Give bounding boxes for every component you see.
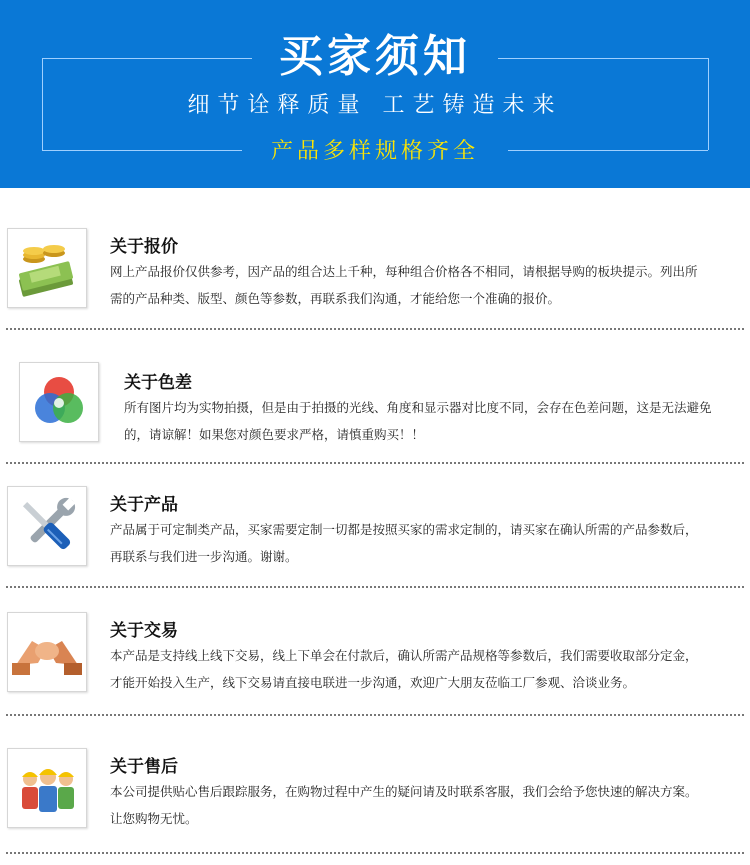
section-title: 关于售后 — [110, 757, 178, 777]
section-title: 关于产品 — [110, 495, 178, 515]
section-text-line: 让您购物无忧。 — [110, 811, 198, 826]
section-text-line: 本产品是支持线上线下交易，线上下单会在付款后，确认所需产品规格等参数后，我们需要收取部分定金， — [110, 648, 698, 663]
section-title: 关于报价 — [110, 237, 178, 257]
money-coins-icon — [7, 228, 87, 308]
section-title: 关于色差 — [124, 373, 192, 393]
section-text-line: 才能开始投入生产，线下交易请直接电联进一步沟通，欢迎广大朋友莅临工厂参观、洽谈业务。 — [110, 675, 636, 690]
wrench-screwdriver-icon — [7, 486, 87, 566]
color-circles-icon — [19, 362, 99, 442]
section-text-line: 所有图片均为实物拍摄，但是由于拍摄的光线、角度和显示器对比度不同，会存在色差问题，这是无法避免 — [124, 400, 712, 415]
section-text-line: 的，请谅解！如果您对颜色要求严格，请慎重购买！！ — [124, 427, 425, 442]
header-banner — [0, 0, 750, 188]
section-title: 关于交易 — [110, 621, 178, 641]
section-text-line: 需的产品种类、版型、颜色等参数，再联系我们沟通，才能给您一个准确的报价。 — [110, 291, 561, 306]
handshake-icon — [7, 612, 87, 692]
workers-team-icon — [7, 748, 87, 828]
section-text-line: 网上产品报价仅供参考，因产品的组合达上千种，每种组合价格各不相同，请根据导购的板块提示。列出所 — [110, 264, 698, 279]
dotted-divider — [6, 328, 744, 330]
banner-tagline: 产品多样规格齐全 — [270, 139, 479, 164]
dotted-divider — [6, 462, 744, 464]
banner-subtitle: 细节诠释质量 工艺铸造未来 — [187, 93, 563, 118]
section-text-line: 产品属于可定制类产品，买家需要定制一切都是按照买家的需求定制的，请买家在确认所需的产品参数后， — [110, 522, 698, 537]
section-text-line: 本公司提供贴心售后跟踪服务，在购物过程中产生的疑问请及时联系客服，我们会给予您快速的解决方案。 — [110, 784, 698, 799]
dotted-divider — [6, 714, 744, 716]
dotted-divider — [6, 852, 744, 854]
section-text-line: 再联系与我们进一步沟通。谢谢。 — [110, 549, 298, 564]
dotted-divider — [6, 586, 744, 588]
banner-title: 买家须知 — [279, 31, 471, 82]
